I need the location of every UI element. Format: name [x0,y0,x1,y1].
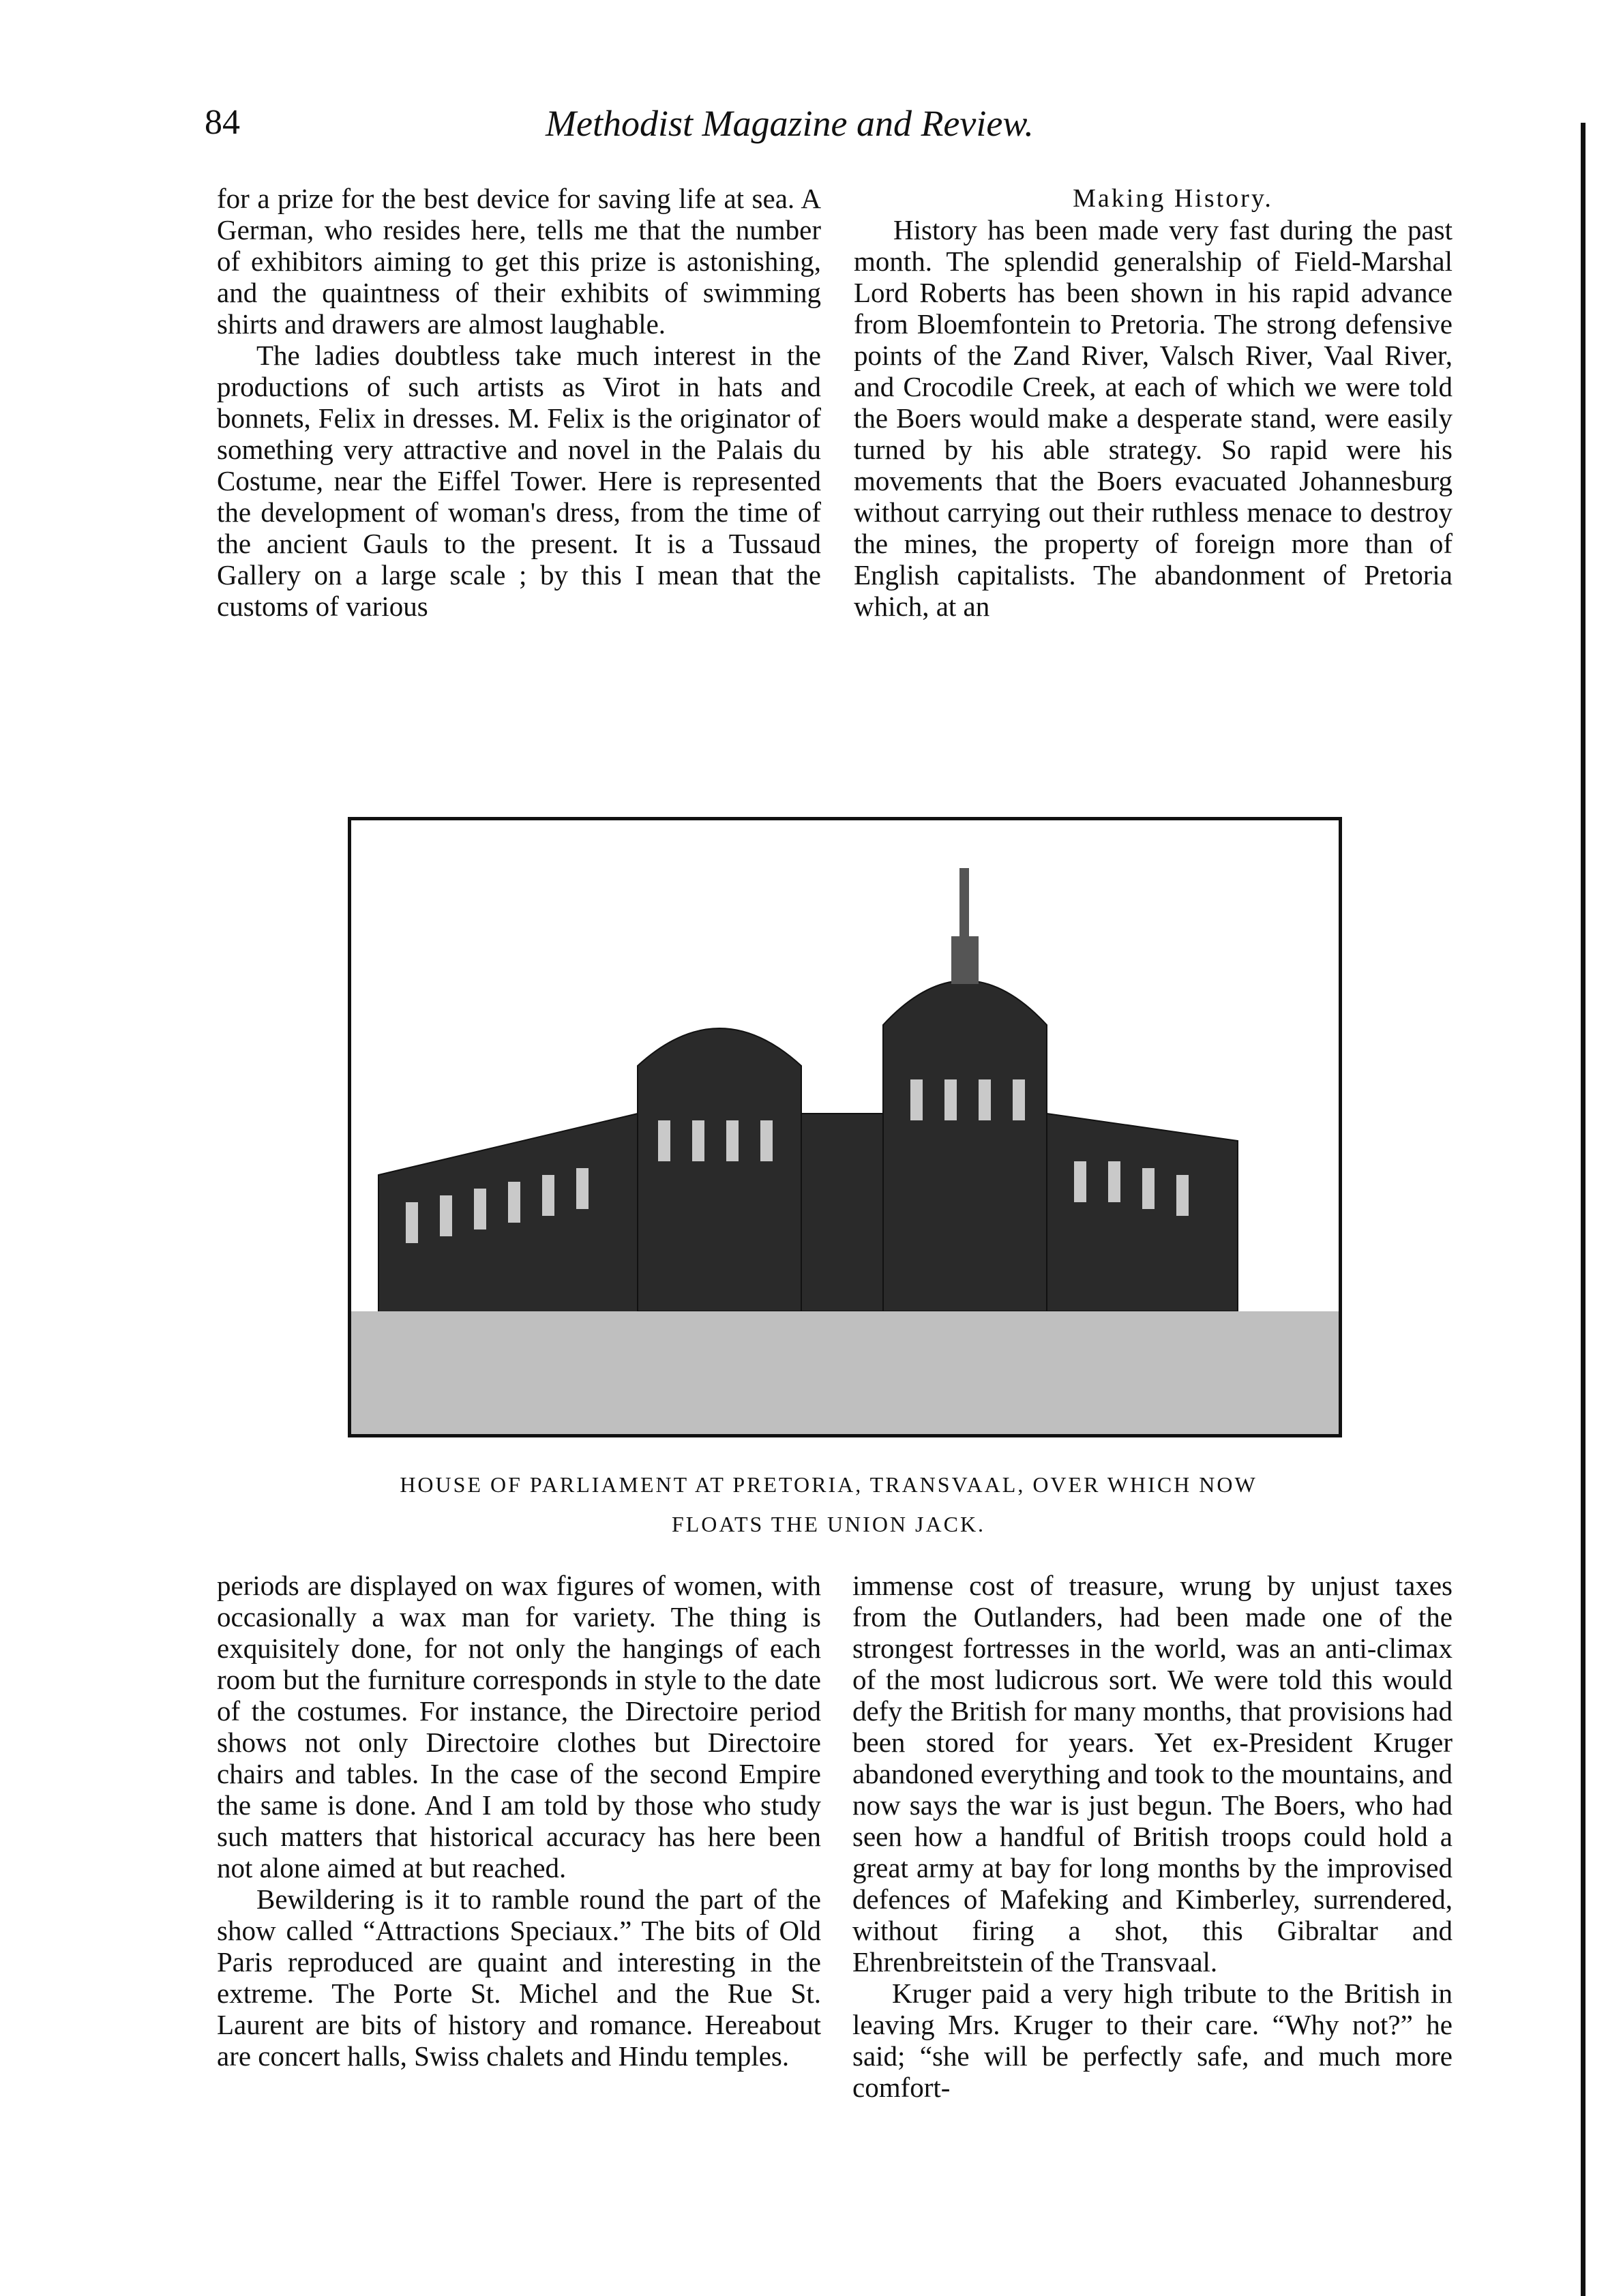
left-column-bottom [217,1570,821,2072]
paragraph: History has been made very fast during the past month. The splendid generalship of Field-Marshal Lord Roberts has been shown in his rapid advance from Bloemfontein to Pretoria. The strong defensive points of the Zand River, Valsch River, Vaal River, and Crocodile Creek, at each of which we were told the Boers would make a desperate stand, were easily turned by his able strategy. So rapid were his movements that the Boers evacuated Johannesburg without carrying out their ruthless menace to destroy the mines, the property of foreign more than of English capitalists. The abandonment of Pretoria which, at an [854,214,1453,622]
right-column-top [854,183,1453,622]
paragraph: for a prize for the best device for saving life at sea. A German, who resides here, tells me that the number of exhibitors aiming to get this prize is astonishing, and the quaintness of their exhibits of swimming shirts and drawers are almost laughable. [217,183,821,340]
left-column-top [217,183,821,622]
paragraph: immense cost of treasure, wrung by unjust taxes from the Outlanders, had been made one of the strongest fortresses in the world, was an anti-climax of the most ludicrous sort. We were told this would defy the British for many months, that provisions had been stored for years. Yet ex-President Kruger abandoned everything and took to the mountains, and now says the war is just begun. The Boers, who had seen how a handful of British troops could hold a great army at bay for long months by the improvised defences of Mafeking and Kimberley, surrendered, without firing a shot, this Gibraltar and Ehrenbreitstein of the Transvaal. [852,1570,1453,1978]
caption-line: FLOATS THE UNION JACK. [671,1512,986,1536]
paragraph: Bewildering is it to ramble round the part of the show called “Attractions Speciaux.” The bits of Old Paris reproduced are quaint and interesting in the extreme. The Porte St. Michel and the Rue St. Laurent are bits of history and romance. Hereabout are concert halls, Swiss chalets and Hindu temples. [217,1883,821,2072]
paragraph: The ladies doubtless take much interest in the productions of such artists as Virot in hats and bonnets, Felix in dresses. M. Felix is the originator of something very attractive and novel in the Palais du Costume, near the Eiffel Tower. Here is represented the development of woman's dress, from the time of the ancient Gauls to the present. It is a Tussaud Gallery on a large scale ; by this I mean that the customs of various [217,340,821,622]
page-header [205,102,1432,157]
caption-line: HOUSE OF PARLIAMENT AT PRETORIA, TRANSVAAL, OVER WHICH NOW [400,1472,1257,1497]
page-number: 84 [205,103,240,142]
section-heading: Making History. [1073,184,1273,213]
figure-caption [205,1465,1453,1544]
running-title: Methodist Magazine and Review. [546,103,1034,144]
parliament-illustration [348,817,1342,1437]
right-column-bottom [852,1570,1453,2103]
parliament-building-image [351,820,1339,1434]
paragraph: Kruger paid a very high tribute to the British in leaving Mrs. Kruger to their care. “Why not?” he said; “she will be perfectly safe, and much more comfort- [852,1978,1453,2103]
page-edge-rule [1581,123,1585,2296]
paragraph: periods are displayed on wax figures of women, with occasionally a wax man for variety. The thing is exquisitely done, for not only the hangings of each room but the furniture corresponds in style to the date of the costumes. For instance, the Directoire period shows not only Directoire clothes but Directoire chairs and tables. In the case of the second Empire the same is done. And I am told by those who study such matters that historical accuracy has here been not alone aimed at but reached. [217,1570,821,1883]
